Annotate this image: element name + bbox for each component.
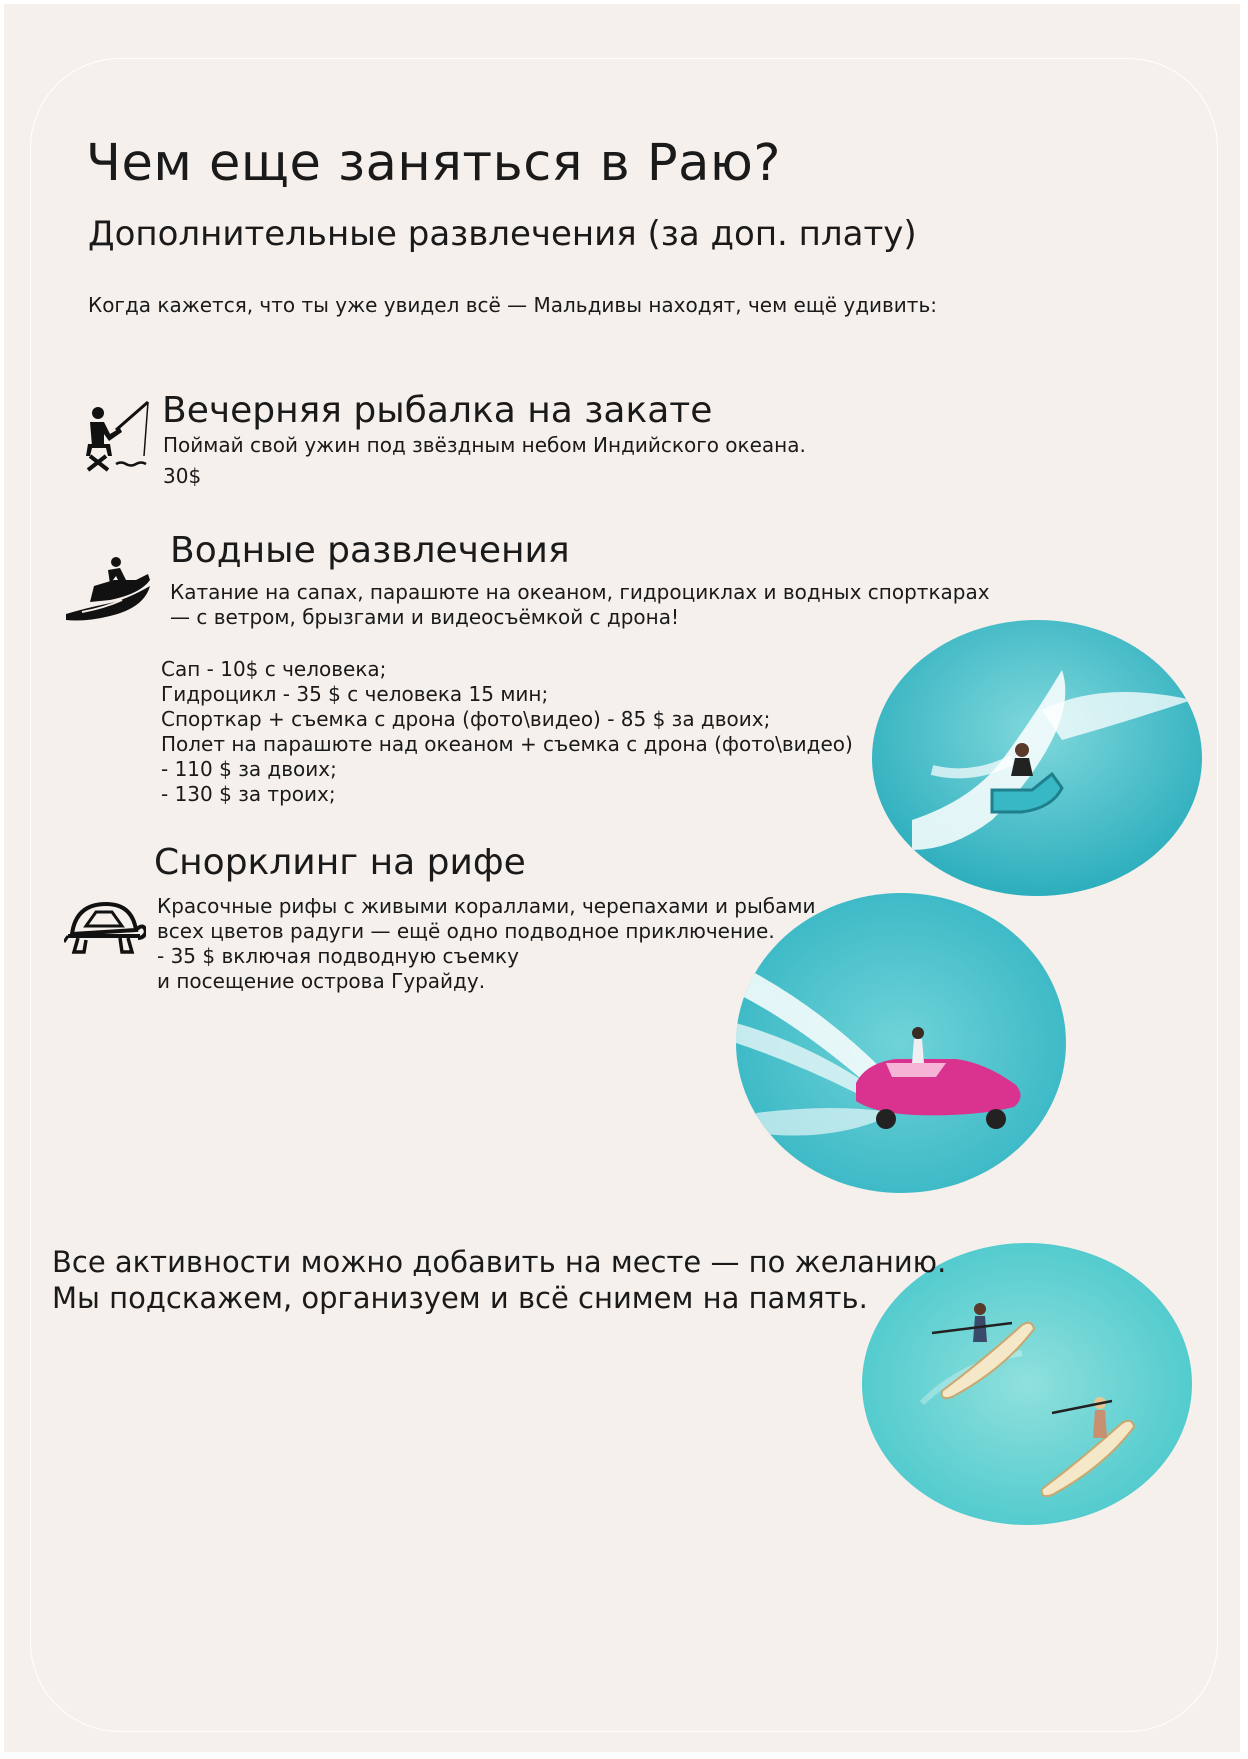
water-description-line-1: Катание на сапах, парашюте на океаном, гидроциклах и водных спорткарах — [170, 580, 990, 604]
list-item: Гидроцикл - 35 $ с человека 15 мин; — [161, 682, 549, 706]
snorkeling-line: и посещение острова Гурайду. — [157, 969, 486, 993]
intro-text: Когда кажется, что ты уже увидел всё — Мальдивы находят, чем ещё удивить: — [88, 293, 937, 317]
list-item: - 110 $ за двоих; — [161, 757, 337, 781]
snorkeling-line: всех цветов радуги — ещё одно подводное приключение. — [157, 919, 775, 943]
water-description-line-2: — с ветром, брызгами и видеосъёмкой с дрона! — [170, 605, 680, 629]
list-item: - 130 $ за троих; — [161, 782, 336, 806]
footer-line: Мы подскажем, организуем и всё снимем на память. — [52, 1281, 868, 1315]
snorkeling-heading: Снорклинг на рифе — [154, 842, 526, 883]
page-subtitle: Дополнительные развлечения (за доп. плату) — [88, 214, 917, 254]
fishing-description: Поймай свой ужин под звёздным небом Индийского океана. — [163, 433, 806, 457]
turtle-icon — [64, 896, 146, 956]
list-item: Спорткар + съемка с дрона (фото\видео) - 85 $ за двоих; — [161, 707, 771, 731]
water-heading: Водные развлечения — [170, 530, 570, 571]
snorkeling-line: Красочные рифы с живыми кораллами, черепахами и рыбами — [157, 894, 816, 918]
water-price-list — [161, 657, 853, 807]
water-sportscar-photo — [736, 893, 1066, 1193]
jet-ski-photo — [872, 620, 1202, 896]
snorkeling-text — [157, 894, 815, 994]
snorkeling-line: - 35 $ включая подводную съемку — [157, 944, 519, 968]
footer-text — [52, 1244, 946, 1316]
fishing-heading: Вечерняя рыбалка на закате — [162, 390, 713, 431]
fishing-price: 30$ — [163, 464, 202, 488]
jet-ski-icon — [64, 556, 152, 622]
footer-line: Все активности можно добавить на месте — по желанию. — [52, 1245, 947, 1279]
list-item: Сап - 10$ с человека; — [161, 657, 387, 681]
list-item: Полет на парашюте над океаном + съемка с дрона (фото\видео) — [161, 732, 853, 756]
fisherman-icon — [82, 400, 154, 472]
page-title: Чем еще заняться в Раю? — [86, 134, 781, 193]
